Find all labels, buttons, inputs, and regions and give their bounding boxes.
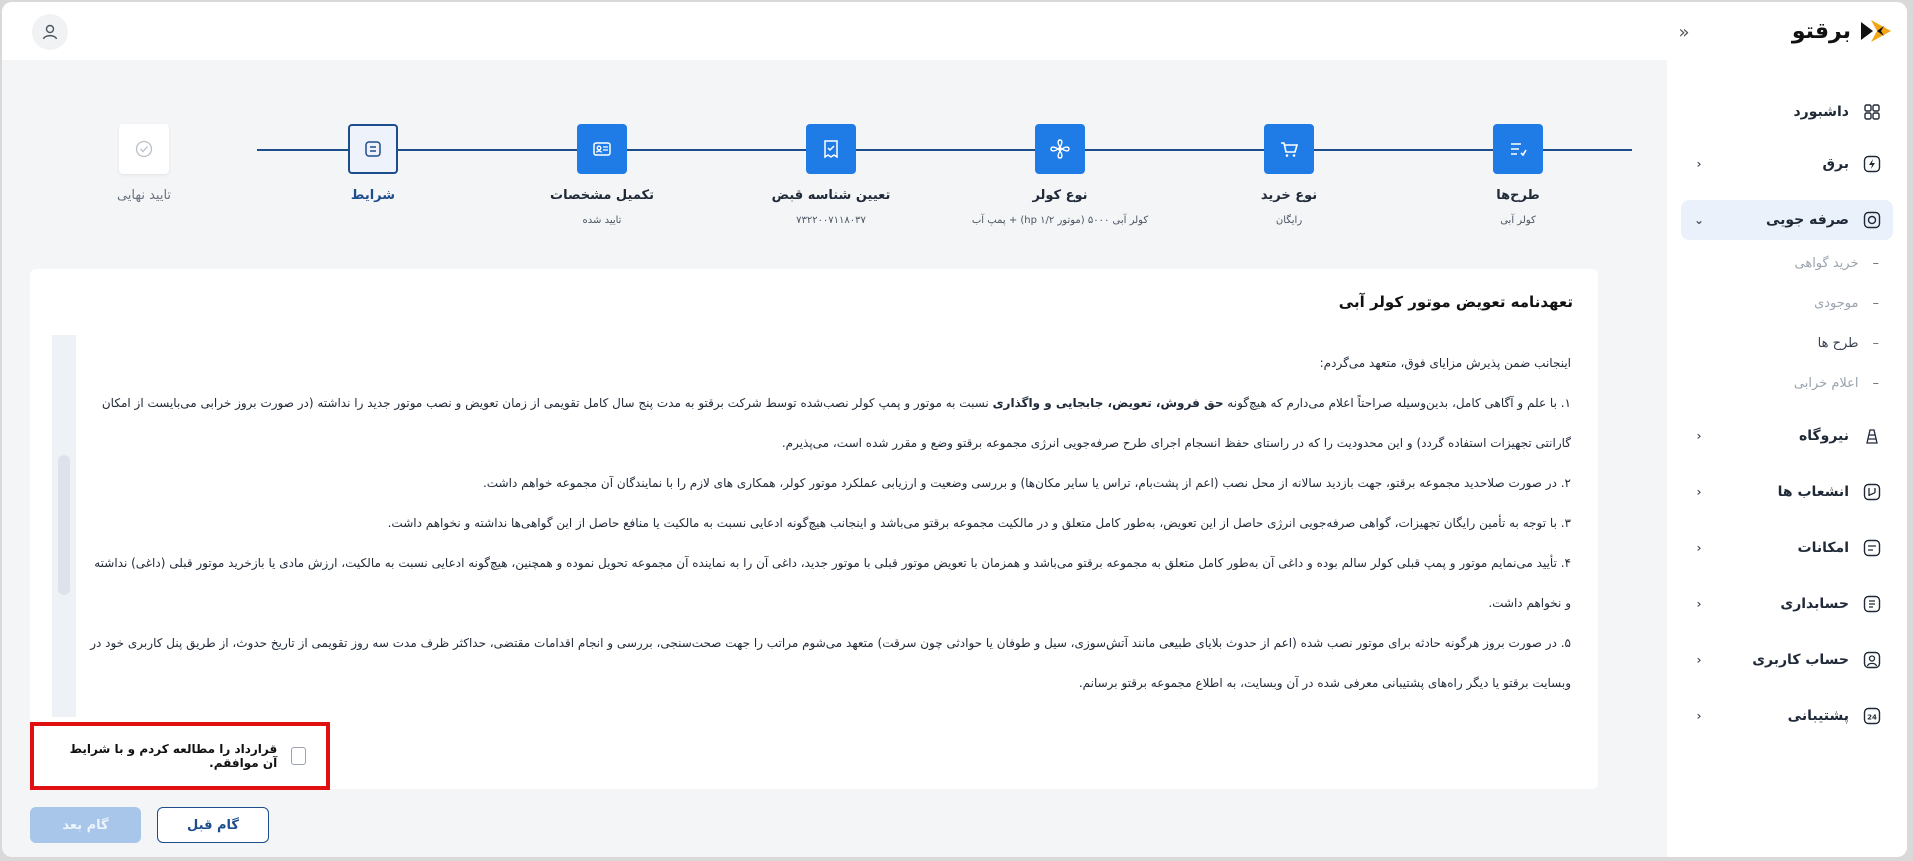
agreement-checkbox-row[interactable] [30, 722, 330, 790]
scrollbar-thumb[interactable] [58, 455, 70, 595]
next-step-button[interactable]: گام بعد [30, 807, 141, 843]
previous-step-button[interactable]: گام قبل [157, 807, 269, 843]
brand-logo[interactable] [1792, 14, 1893, 48]
sidebar-item-user-account[interactable] [1681, 640, 1893, 680]
chevron-left-icon: ‹ [1696, 485, 1702, 499]
step-title: طرح‌ها [1496, 188, 1540, 203]
chevron-left-icon: ‹ [1696, 541, 1702, 555]
collapse-sidebar-icon[interactable]: « [1678, 21, 1690, 43]
step-terms[interactable] [273, 124, 473, 229]
sidebar-item-branches[interactable] [1681, 472, 1893, 512]
agreement-checkbox[interactable] [291, 747, 306, 765]
step-title: شرایط [350, 188, 396, 203]
clause-1-bold: حق فروش، تعویض، جابجایی و واگذاری [992, 396, 1224, 410]
sidebar-subitem-balance[interactable] [1689, 288, 1879, 318]
step-title: تکمیل مشخصات [550, 188, 654, 203]
sidebar-item-label: پشتیبانی [1787, 708, 1849, 724]
sidebar-item-label: حساب کاربری [1752, 652, 1849, 668]
sidebar-item-label: انشعاب ها [1777, 484, 1849, 500]
dash-marker: – [1872, 295, 1879, 311]
app-window [2, 2, 1907, 857]
sidebar-subitem-label: اعلام خرابی [1793, 375, 1859, 391]
svg-text:24: 24 [1867, 713, 1877, 722]
contract-intro: اینجانب ضمن پذیرش مزایای فوق، متعهد می‌گردم: [1319, 356, 1571, 370]
step-bill-id[interactable] [731, 124, 931, 229]
sidebar-item-label: امکانات [1797, 540, 1849, 556]
dash-marker: – [1872, 335, 1879, 351]
chevron-down-icon: ⌄ [1693, 213, 1705, 227]
sidebar-item-electricity[interactable] [1681, 144, 1893, 184]
contract-title: تعهدنامه تعویض موتور کولر آبی [1338, 293, 1573, 311]
step-title: تعیین شناسه قبض [771, 188, 891, 203]
purchase-stepper [2, 60, 1667, 260]
dash-marker: – [1872, 255, 1879, 271]
agreement-label: قرارداد را مطالعه کردم و با شرایط آن موافقم. [69, 742, 278, 770]
sidebar-item-power-plant[interactable] [1681, 416, 1893, 456]
plan-list-icon [1493, 124, 1543, 174]
contract-clause-3: ۳. با توجه به تأمین رایگان تجهیزات، گواهی صرفه‌جویی انرژی حاصل از این تعویض، به‌طور کامل متعلق و در مالکیت مجموعه برقتو می‌باشد و اینجانب هیچ‌گونه ادعایی نسبت به مالکیت یا منافع حاصل از این گواهی‌ها نداشته و نخواهم داشت. [387, 516, 1571, 530]
features-icon [1861, 537, 1883, 559]
branch-icon [1861, 481, 1883, 503]
step-subtitle: کولر آبی ۵۰۰۰ (موتور ۱/۲ hp) + پمپ آب [971, 215, 1149, 226]
clause-1-start: ۱. با علم و آگاهی کامل، بدین‌وسیله صراحتاً اعلام می‌دارم که هیچ‌گونه [1223, 396, 1571, 410]
step-subtitle: رایگان [1275, 215, 1303, 226]
chevron-left-icon: ‹ [1696, 709, 1702, 723]
terms-icon [348, 124, 398, 174]
contract-body [86, 343, 1571, 703]
step-title: تایید نهایی [116, 188, 172, 203]
chevron-left-icon: ‹ [1696, 597, 1702, 611]
sidebar-subitem-label: موجودی [1814, 295, 1859, 311]
sidebar-item-label: داشبورد [1793, 104, 1849, 120]
sidebar-subitem-report-fault[interactable] [1689, 368, 1879, 398]
step-title: نوع خرید [1260, 188, 1318, 203]
contract-clause-4: ۴. تأیید می‌نمایم موتور و پمپ قبلی کولر سالم بوده و داغی آن به‌طور کامل متعلق به مجموعه برقتو می‌باشد و همزمان با تعویض موتور قبلی با موتور جدید، داغی آن را به نماینده آن مجموعه تحویل نموده و همچنین، هیچ‌گونه ادعایی نسبت به مالکیت، ارزش مادی یا بازخرید موتور قبلی (داغی) نداشته و نخواهم داشت. [94, 556, 1571, 610]
step-complete-info[interactable] [502, 124, 702, 229]
brand-mark-icon [1857, 16, 1893, 46]
step-title: نوع کولر [1032, 188, 1088, 203]
fan-icon [1035, 124, 1085, 174]
step-cooler-type[interactable] [960, 124, 1160, 229]
sidebar-item-label: برق [1822, 156, 1849, 172]
sidebar-subitem-buy-certificate[interactable] [1689, 248, 1879, 278]
sidebar-subitem-plans[interactable] [1689, 328, 1879, 358]
brand-name: برقتو [1791, 18, 1851, 44]
contract-clause-5: ۵. در صورت بروز هرگونه حادثه برای موتور نصب شده (اعم از حدوث بلایای طبیعی مانند آتش‌سوزی، سیل و طوفان یا حوادثی چون سرقت) متعهد می‌شوم مراتب را جهت صحت‌سنجی، بررسی و انجام اقدامات مقتضی، حداکثر ظرف مدت سه روز تقویمی از تاریخ حدوث، از طریق پنل کاربری خود در وبسایت برقتو یا دیگر راه‌های پشتیبانی معرفی شده در آن وبسایت، به اطلاع مجموعه برقتو برسانم. [90, 636, 1571, 690]
lightning-icon [1861, 153, 1883, 175]
sidebar-item-label: حسابداری [1780, 596, 1849, 612]
step-purchase-type[interactable] [1189, 124, 1389, 229]
top-bar [2, 2, 1907, 60]
sidebar-item-features[interactable] [1681, 528, 1893, 568]
dash-marker: – [1872, 375, 1879, 391]
contract-card [30, 269, 1598, 789]
contract-scroll-area[interactable] [52, 335, 1583, 717]
step-subtitle: تایید شده [582, 215, 622, 226]
check-circle-icon [119, 124, 169, 174]
sidebar-item-accounting[interactable] [1681, 584, 1893, 624]
dashboard-icon [1861, 101, 1883, 123]
sidebar-item-dashboard[interactable] [1681, 92, 1893, 132]
savings-icon [1861, 209, 1883, 231]
step-subtitle [44, 215, 244, 229]
step-subtitle: ۷۳۲۲۰۰۷۱۱۸۰۳۷ [796, 215, 866, 226]
step-plans[interactable] [1418, 124, 1618, 229]
user-icon [41, 23, 59, 41]
contract-clause-2: ۲. در صورت صلاحدید مجموعه برقتو، جهت بازدید سالانه از محل نصب (اعم از پشت‌بام، تراس یا سایر مکان‌ها) و بررسی وضعیت و ارزیابی عملکرد موتور کولر، همکاری های لازم را با نمایندگان آن مجموعه خواهم داشت. [482, 476, 1571, 490]
scrollbar-track[interactable] [52, 335, 76, 717]
sidebar-item-label: صرفه جویی [1765, 212, 1849, 228]
plant-icon [1861, 425, 1883, 447]
sidebar-item-label: نیروگاه [1798, 428, 1849, 444]
sidebar [1667, 60, 1907, 857]
user-account-icon [1861, 649, 1883, 671]
sidebar-subitem-label: طرح ها [1817, 335, 1859, 351]
sidebar-item-support[interactable] [1681, 696, 1893, 736]
contract-clause-1 [86, 383, 1571, 463]
clause-1-end: نسبت به موتور و پمپ کولر نصب‌شده توسط شرکت برقتو به مدت پنج سال کامل تقویمی از زمان تعویض و نصب موتور جدید را نداشته (در صورت بروز خرابی می‌بایست از امکان گارانتی تجهیزات استفاده گردد) و این محدودیت را که در راستای حفظ انسجام اجرای طرح صرفه‌جویی انرژی مجموعه برقتو وضع و مقرر شده است، می‌پذیرم. [101, 396, 1571, 450]
chevron-left-icon: ‹ [1696, 653, 1702, 667]
accounting-icon [1861, 593, 1883, 615]
chevron-left-icon: ‹ [1696, 429, 1702, 443]
id-card-icon [577, 124, 627, 174]
step-final-confirm[interactable] [44, 124, 244, 229]
bill-icon [806, 124, 856, 174]
user-profile-button[interactable] [32, 14, 68, 50]
support-24-icon [1861, 705, 1883, 727]
step-subtitle: کولر آبی [1500, 215, 1536, 226]
step-subtitle [273, 215, 473, 229]
sidebar-item-savings[interactable] [1681, 200, 1893, 240]
cart-icon [1264, 124, 1314, 174]
chevron-left-icon: ‹ [1696, 157, 1702, 171]
sidebar-subitem-label: خرید گواهی [1794, 255, 1859, 271]
